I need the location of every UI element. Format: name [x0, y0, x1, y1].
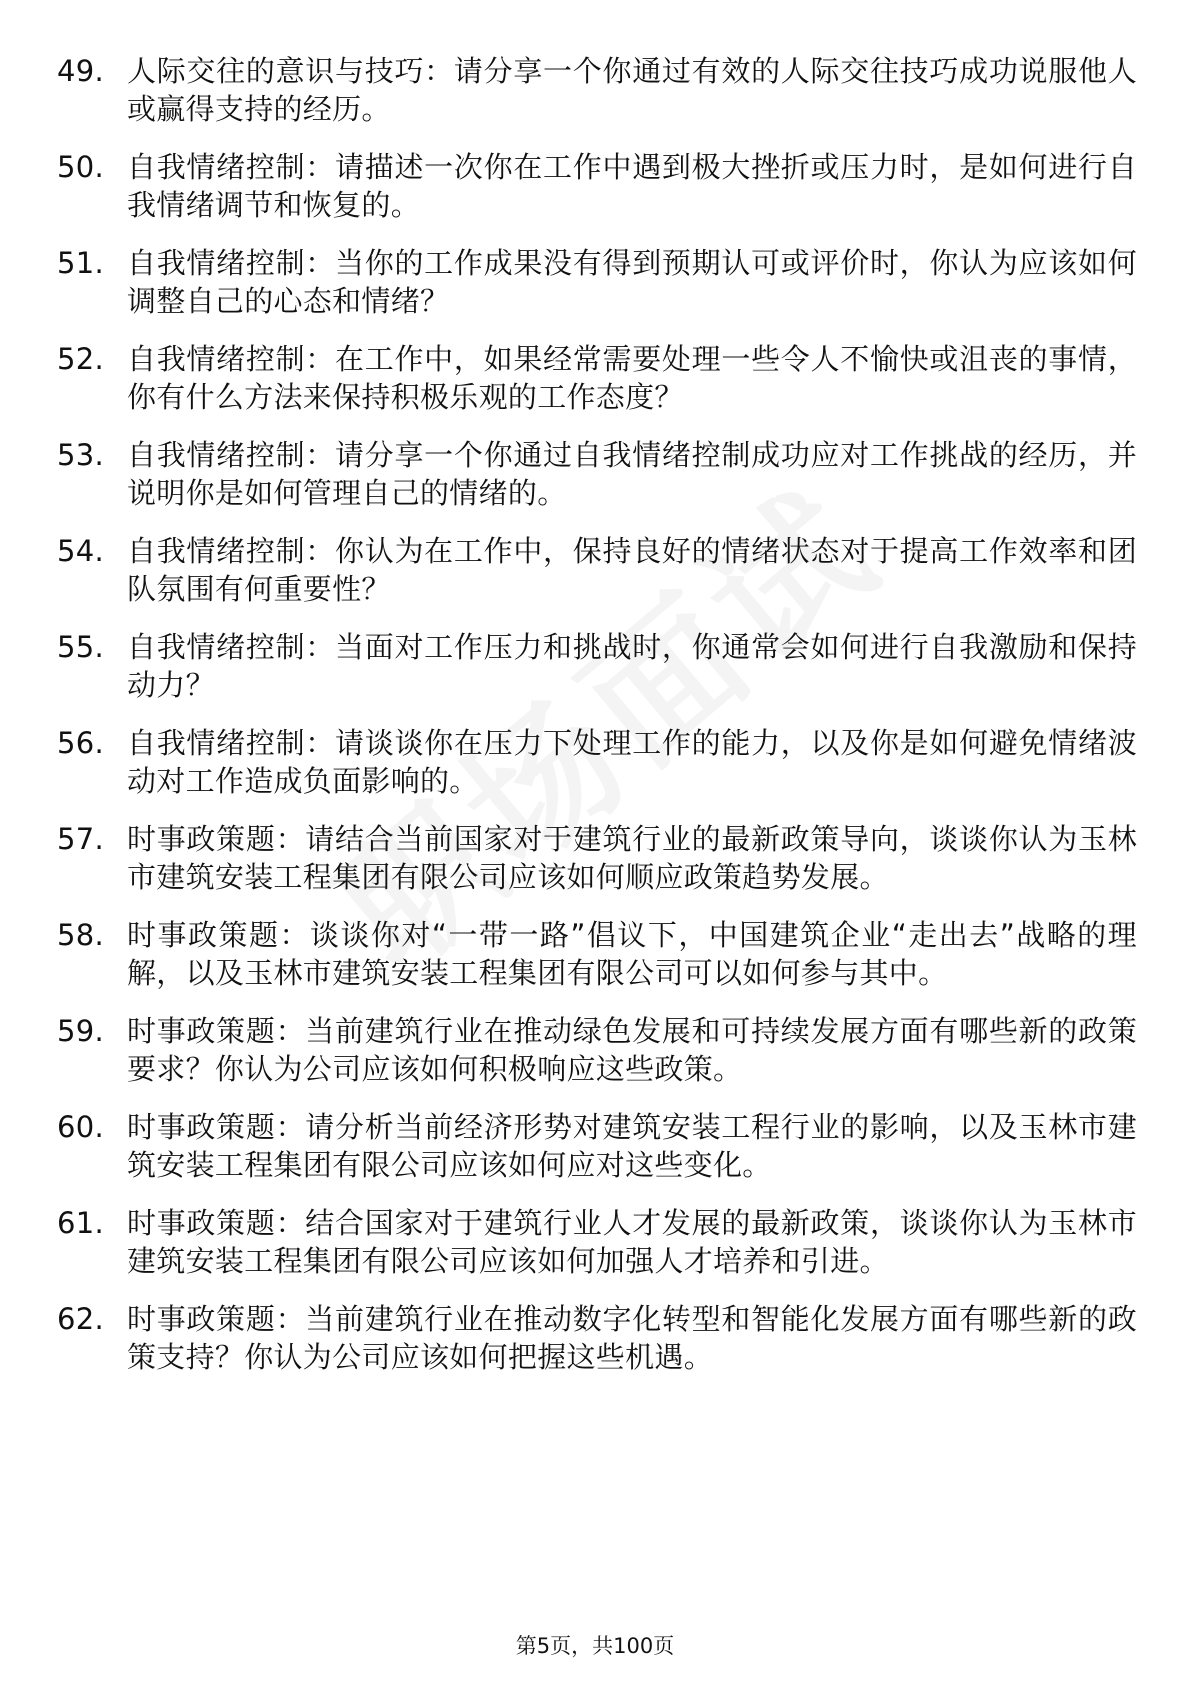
question-item — [57, 1012, 1137, 1088]
question-number: 50. — [57, 150, 105, 184]
question-item — [57, 148, 1137, 224]
question-number: 59. — [57, 1014, 105, 1048]
question-text: 时事政策题：当前建筑行业在推动数字化转型和智能化发展方面有哪些新的政策支持？你认为公司应该如何把握这些机遇。 — [127, 1302, 1137, 1374]
page-footer — [0, 1632, 1190, 1660]
question-number: 53. — [57, 438, 105, 472]
question-list — [57, 52, 1137, 1396]
question-text: 自我情绪控制：你认为在工作中，保持良好的情绪状态对于提高工作效率和团队氛围有何重要性？ — [127, 534, 1137, 606]
question-item — [57, 244, 1137, 320]
question-item — [57, 1300, 1137, 1376]
question-item — [57, 532, 1137, 608]
question-item — [57, 916, 1137, 992]
question-number: 54. — [57, 534, 105, 568]
question-text: 时事政策题：当前建筑行业在推动绿色发展和可持续发展方面有哪些新的政策要求？你认为公司应该如何积极响应这些政策。 — [127, 1014, 1137, 1086]
question-number: 51. — [57, 246, 105, 280]
question-number: 49. — [57, 54, 105, 88]
question-text: 自我情绪控制：当你的工作成果没有得到预期认可或评价时，你认为应该如何调整自己的心态和情绪？ — [127, 246, 1137, 318]
question-text: 自我情绪控制：当面对工作压力和挑战时，你通常会如何进行自我激励和保持动力？ — [127, 630, 1137, 702]
question-number: 62. — [57, 1302, 105, 1336]
question-item — [57, 436, 1137, 512]
question-number: 56. — [57, 726, 105, 760]
question-item — [57, 1108, 1137, 1184]
question-number: 60. — [57, 1110, 105, 1144]
question-text: 时事政策题：请分析当前经济形势对建筑安装工程行业的影响，以及玉林市建筑安装工程集团有限公司应该如何应对这些变化。 — [127, 1110, 1137, 1182]
question-text: 自我情绪控制：请描述一次你在工作中遇到极大挫折或压力时，是如何进行自我情绪调节和恢复的。 — [127, 150, 1137, 222]
question-item — [57, 1204, 1137, 1280]
question-item — [57, 52, 1137, 128]
question-text: 时事政策题：请结合当前国家对于建筑行业的最新政策导向，谈谈你认为玉林市建筑安装工程集团有限公司应该如何顺应政策趋势发展。 — [127, 822, 1137, 894]
question-number: 55. — [57, 630, 105, 664]
question-text: 人际交往的意识与技巧：请分享一个你通过有效的人际交往技巧成功说服他人或赢得支持的经历。 — [127, 54, 1137, 126]
question-item — [57, 724, 1137, 800]
question-text: 时事政策题：结合国家对于建筑行业人才发展的最新政策，谈谈你认为玉林市建筑安装工程集团有限公司应该如何加强人才培养和引进。 — [127, 1206, 1137, 1278]
question-item — [57, 340, 1137, 416]
question-item — [57, 820, 1137, 896]
question-number: 61. — [57, 1206, 105, 1240]
question-text: 时事政策题：谈谈你对“一带一路”倡议下，中国建筑企业“走出去”战略的理解，以及玉林市建筑安装工程集团有限公司可以如何参与其中。 — [127, 918, 1137, 990]
question-number: 58. — [57, 918, 105, 952]
question-text: 自我情绪控制：请谈谈你在压力下处理工作的能力，以及你是如何避免情绪波动对工作造成负面影响的。 — [127, 726, 1137, 798]
question-text: 自我情绪控制：在工作中，如果经常需要处理一些令人不愉快或沮丧的事情，你有什么方法来保持积极乐观的工作态度？ — [127, 342, 1137, 414]
page-number-label: 第5页，共100页 — [515, 1634, 675, 1658]
question-text: 自我情绪控制：请分享一个你通过自我情绪控制成功应对工作挑战的经历，并说明你是如何管理自己的情绪的。 — [127, 438, 1137, 510]
question-number: 57. — [57, 822, 105, 856]
question-number: 52. — [57, 342, 105, 376]
question-item — [57, 628, 1137, 704]
